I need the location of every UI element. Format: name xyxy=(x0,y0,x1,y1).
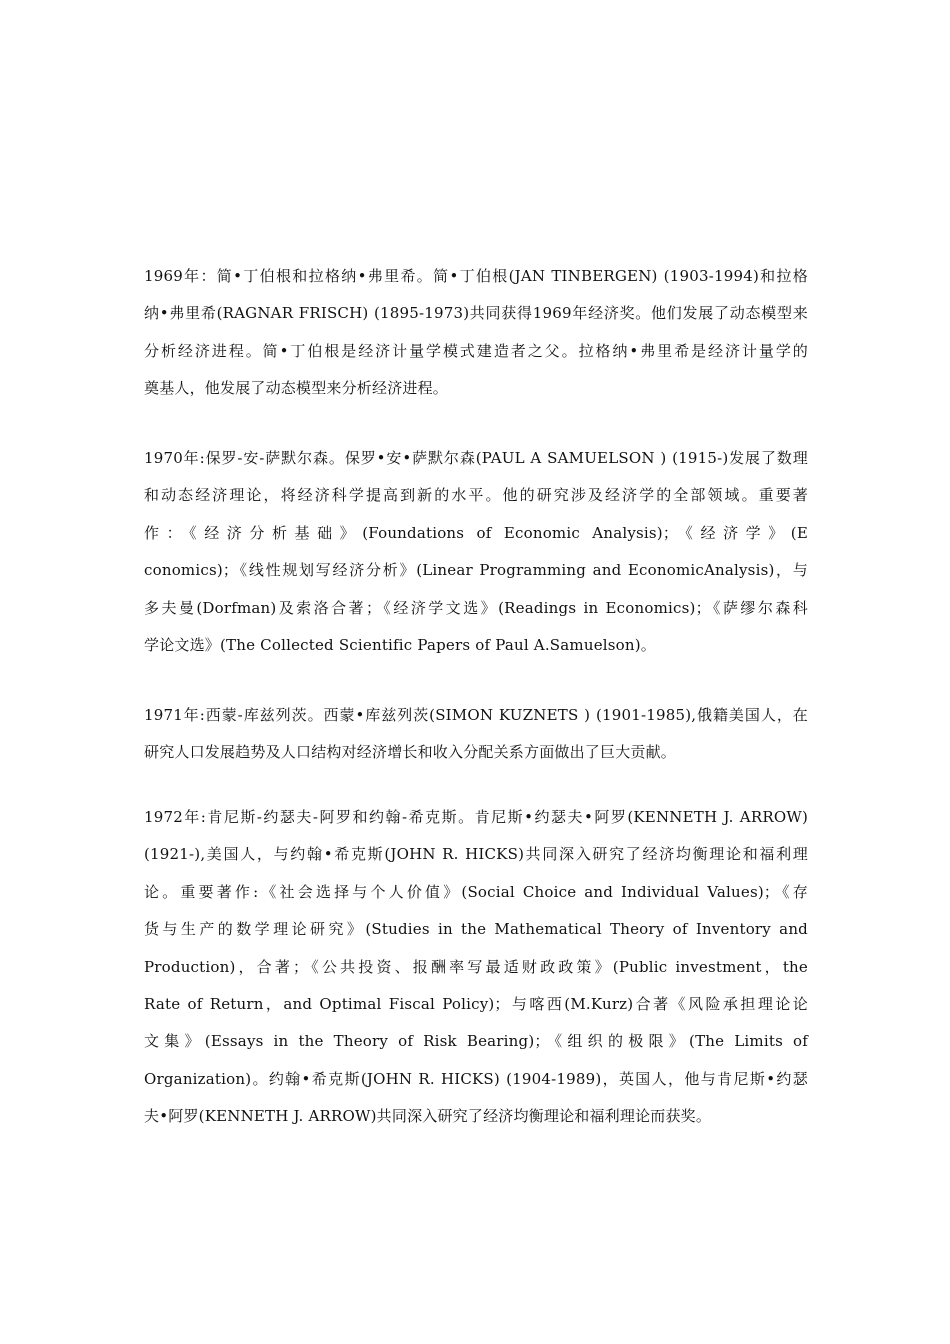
text-line: 纳•弗里希(RAGNAR FRISCH) (1895-1973)共同获得1969年经济奖。他们发展了动态模型来 xyxy=(144,304,808,323)
text-line: (1921-),美国人，与约翰•希克斯(JOHN R. HICKS)共同深入研究了经济均衡理论和福利理 xyxy=(144,845,808,864)
text-line: conomics)；《线性规划写经济分析》(Linear Programming and EconomicAnalysis)，与 xyxy=(144,561,808,580)
text-line: 1969年：简•丁伯根和拉格纳•弗里希。简•丁伯根(JAN TINBERGEN) (1903-1994)和拉格 xyxy=(144,267,808,285)
paragraph-1969 xyxy=(144,258,808,408)
text-line: 文集》(Essays in the Theory of Risk Bearing)；《组织的极限》(The Limits of xyxy=(144,1032,808,1051)
paragraph-1971 xyxy=(144,697,808,772)
paragraph-1970 xyxy=(144,440,808,664)
text-line: 多夫曼(Dorfman)及索洛合著；《经济学文选》(Readings in Economics)；《萨缪尔森科 xyxy=(144,598,808,617)
text-line: 学论文选》(The Collected Scientific Papers of Paul A.Samuelson)。 xyxy=(144,635,657,654)
text-line: Rate of Return，and Optimal Fiscal Policy)；与喀西(M.Kurz)合著《风险承担理论论 xyxy=(144,994,808,1013)
text-line: 研究人口发展趋势及人口结构对经济增长和收入分配关系方面做出了巨大贡献。 xyxy=(144,743,677,762)
paragraph-1972 xyxy=(144,799,808,1136)
text-line: 奠基人，他发展了动态模型来分析经济进程。 xyxy=(144,379,449,398)
text-line: 作：《经济分析基础》(Foundations of Economic Analysis)；《经济学》(E xyxy=(144,523,808,542)
text-line: Production)，合著；《公共投资、报酬率写最适财政政策》(Public investment，the xyxy=(144,957,808,976)
text-line: 1970年:保罗-安-萨默尔森。保罗•安•萨默尔森(PAUL A SAMUELSON ) (1915-)发展了数理 xyxy=(144,449,808,467)
text-line: 论。重要著作:《社会选择与个人价值》(Social Choice and Individual Values)；《存 xyxy=(144,882,808,901)
text-line: 货与生产的数学理论研究》(Studies in the Mathematical Theory of Inventory and xyxy=(144,920,808,939)
text-line: Organization)。约翰•希克斯(JOHN R. HICKS) (1904-1989)，英国人，他与肯尼斯•约瑟 xyxy=(144,1069,808,1088)
text-line: 和动态经济理论，将经济科学提高到新的水平。他的研究涉及经济学的全部领域。重要著 xyxy=(144,486,808,505)
text-line: 分析经济进程。简•丁伯根是经济计量学模式建造者之父。拉格纳•弗里希是经济计量学的 xyxy=(144,341,808,360)
text-line: 1972年:肯尼斯-约瑟夫-阿罗和约翰-希克斯。肯尼斯•约瑟夫•阿罗(KENNETH J. ARROW) xyxy=(144,808,808,826)
text-line: 1971年:西蒙-库兹列茨。西蒙•库兹列茨(SIMON KUZNETS ) (1901-1985),俄籍美国人，在 xyxy=(144,706,808,724)
text-line: 夫•阿罗(KENNETH J. ARROW)共同深入研究了经济均衡理论和福利理论而获奖。 xyxy=(144,1107,712,1126)
